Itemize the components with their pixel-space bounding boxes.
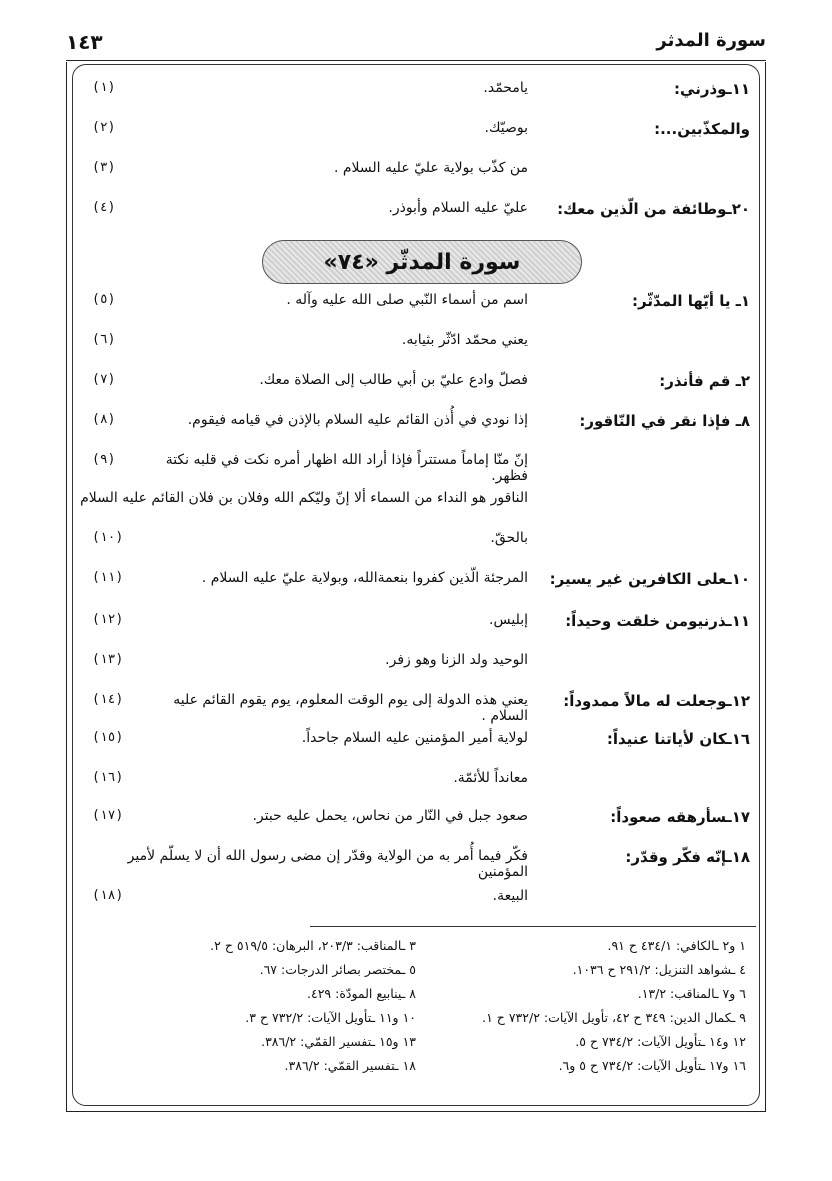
verse-label: ٨ـ فإذا نقر في النّاقور:	[579, 412, 750, 430]
note-number: (١٤)	[92, 692, 124, 707]
footnote: ١٣ و١٥ ـتفسير القمّي: ٣٨٦/٢.	[261, 1034, 416, 1049]
commentary-text: إذا نودي في أُذن القائم عليه السلام بالإذن في قيامه فيقوم.	[187, 412, 528, 428]
footnote: ٤ ـشواهد التنزيل: ٢٩١/٢ ح ١٠٣٦.	[572, 962, 746, 977]
note-number: (١)	[92, 80, 116, 95]
page-number: ١٤٣	[66, 30, 103, 54]
note-number: (١١)	[92, 570, 124, 585]
footnote: ١٦ و١٧ ـتأويل الآيات: ٧٣٤/٢ ح ٥ و٦.	[558, 1058, 746, 1073]
note-number: (٧)	[92, 372, 116, 387]
note-number: (١٦)	[92, 770, 124, 785]
note-number: (٨)	[92, 412, 116, 427]
commentary-text: عليّ عليه السلام وأبوذر.	[388, 200, 528, 216]
note-number: (٦)	[92, 332, 116, 347]
note-number: (٤)	[92, 200, 116, 215]
commentary-text: إبليس.	[489, 612, 528, 628]
footnote: ٨ ـينابيع المودّة: ٤٢٩.	[307, 986, 416, 1001]
footnote: ١٠ و١١ ـتأويل الآيات: ٧٣٢/٢ ح ٣.	[245, 1010, 416, 1025]
commentary-text: البيعة.	[492, 888, 528, 904]
verse-label: ٢ـ قم فأنذر:	[659, 372, 750, 390]
commentary-text: بالحقّ.	[490, 530, 528, 546]
footnote: ٥ ـمختصر بصائر الدرجات: ٦٧.	[259, 962, 416, 977]
note-number: (١٨)	[92, 888, 124, 903]
note-number: (٩)	[92, 452, 116, 467]
verse-label: ١٢ـوجعلت له مالاً ممدوداً:	[563, 692, 750, 710]
commentary-text: يعني محمّد ادّثّر بثيابه.	[401, 332, 528, 348]
note-number: (٥)	[92, 292, 116, 307]
footnote-rule	[310, 926, 756, 927]
header-rule	[66, 60, 766, 61]
verse-label: ١١ـذرنيومن خلقت وحيداً:	[565, 612, 750, 630]
note-number: (٢)	[92, 120, 116, 135]
note-number: (١٠)	[92, 530, 124, 545]
running-title: سورة المدثر	[656, 30, 766, 51]
commentary-text: بوصيّك.	[484, 120, 528, 136]
commentary-text: صعود جبل في النّار من نحاس، يحمل عليه حبتر.	[252, 808, 528, 824]
commentary-text: يعني هذه الدولة إلى يوم الوقت المعلوم، يوم يقوم القائم عليه السلام .	[173, 692, 528, 724]
commentary-text: فكّر فيما أُمر به من الولاية وقدّر إن مضى رسول الله أن لا يسلّم لأمير المؤمنين	[127, 848, 528, 880]
commentary-text: من كذّب بولاية عليّ عليه السلام .	[333, 160, 528, 176]
verse-label: ٢٠ـوطائفة من الّذين معك:	[557, 200, 750, 218]
footnote: ٦ و٧ ـالمناقب: ١٣/٢.	[637, 986, 746, 1001]
sura-banner-title: سورة المدثّر «٧٤»	[323, 249, 521, 275]
commentary-text: يامحمّد.	[483, 80, 528, 96]
commentary-text: الوحيد ولد الزنا وهو زفر.	[385, 652, 528, 668]
commentary-text: الناقور هو النداء من السماء ألا إنّ وليّكم الله وفلان بن فلان القائم عليه السلام	[80, 490, 528, 506]
commentary-text: لولاية أمير المؤمنين عليه السلام جاحداً.	[301, 730, 528, 746]
page-header	[66, 30, 766, 58]
note-number: (٣)	[92, 160, 116, 175]
note-number: (١٣)	[92, 652, 124, 667]
verse-label: ١٨ـإنّه فكّر وقدّر:	[625, 848, 750, 866]
footnote: ٣ ـالمناقب: ٢٠٣/٣، البرهان: ٥١٩/٥ ح ٢.	[210, 938, 416, 953]
verse-label: والمكذّبين...:	[654, 120, 750, 138]
note-number: (١٥)	[92, 730, 124, 745]
verse-label: ١٧ـسأرهقه صعوداً:	[610, 808, 750, 826]
note-number: (١٧)	[92, 808, 124, 823]
verse-label: ١٠ـعلى الكافرين غير يسير:	[549, 570, 750, 588]
sura-banner	[262, 240, 582, 284]
commentary-text: معانداً للأئمّة.	[453, 770, 528, 786]
footnote: ١ و٢ ـالكافي: ٤٣٤/١ ح ٩١.	[607, 938, 746, 953]
verse-label: ١ـ يا أيّها المدّثّر:	[632, 292, 750, 310]
commentary-text: المرجئة الّذين كفروا بنعمةالله، وبولاية عليّ عليه السلام .	[201, 570, 528, 586]
verse-label: ١٦ـكان لأياتنا عنيداً:	[606, 730, 750, 748]
verse-label: ١١ـوذرني:	[674, 80, 750, 98]
commentary-text: اسم من أسماء النّبي صلى الله عليه وآله .	[286, 292, 528, 308]
commentary-text: إنّ منّا إماماً مستتراً فإذا أراد الله اظهار أمره نكت في قلبه نكتة فظهر.	[165, 452, 528, 484]
footnote: ١٢ و١٤ ـتأويل الآيات: ٧٣٤/٢ ح ٥.	[575, 1034, 746, 1049]
footnote: ٩ ـكمال الدين: ٣٤٩ ح ٤٢، تأويل الآيات: ٧٣٢/٢ ح ١.	[482, 1010, 746, 1025]
footnote: ١٨ ـتفسير القمّي: ٣٨٦/٢.	[284, 1058, 416, 1073]
commentary-text: فصلّ وادع عليّ بن أبي طالب إلى الصلاة معك.	[259, 372, 528, 388]
note-number: (١٢)	[92, 612, 124, 627]
